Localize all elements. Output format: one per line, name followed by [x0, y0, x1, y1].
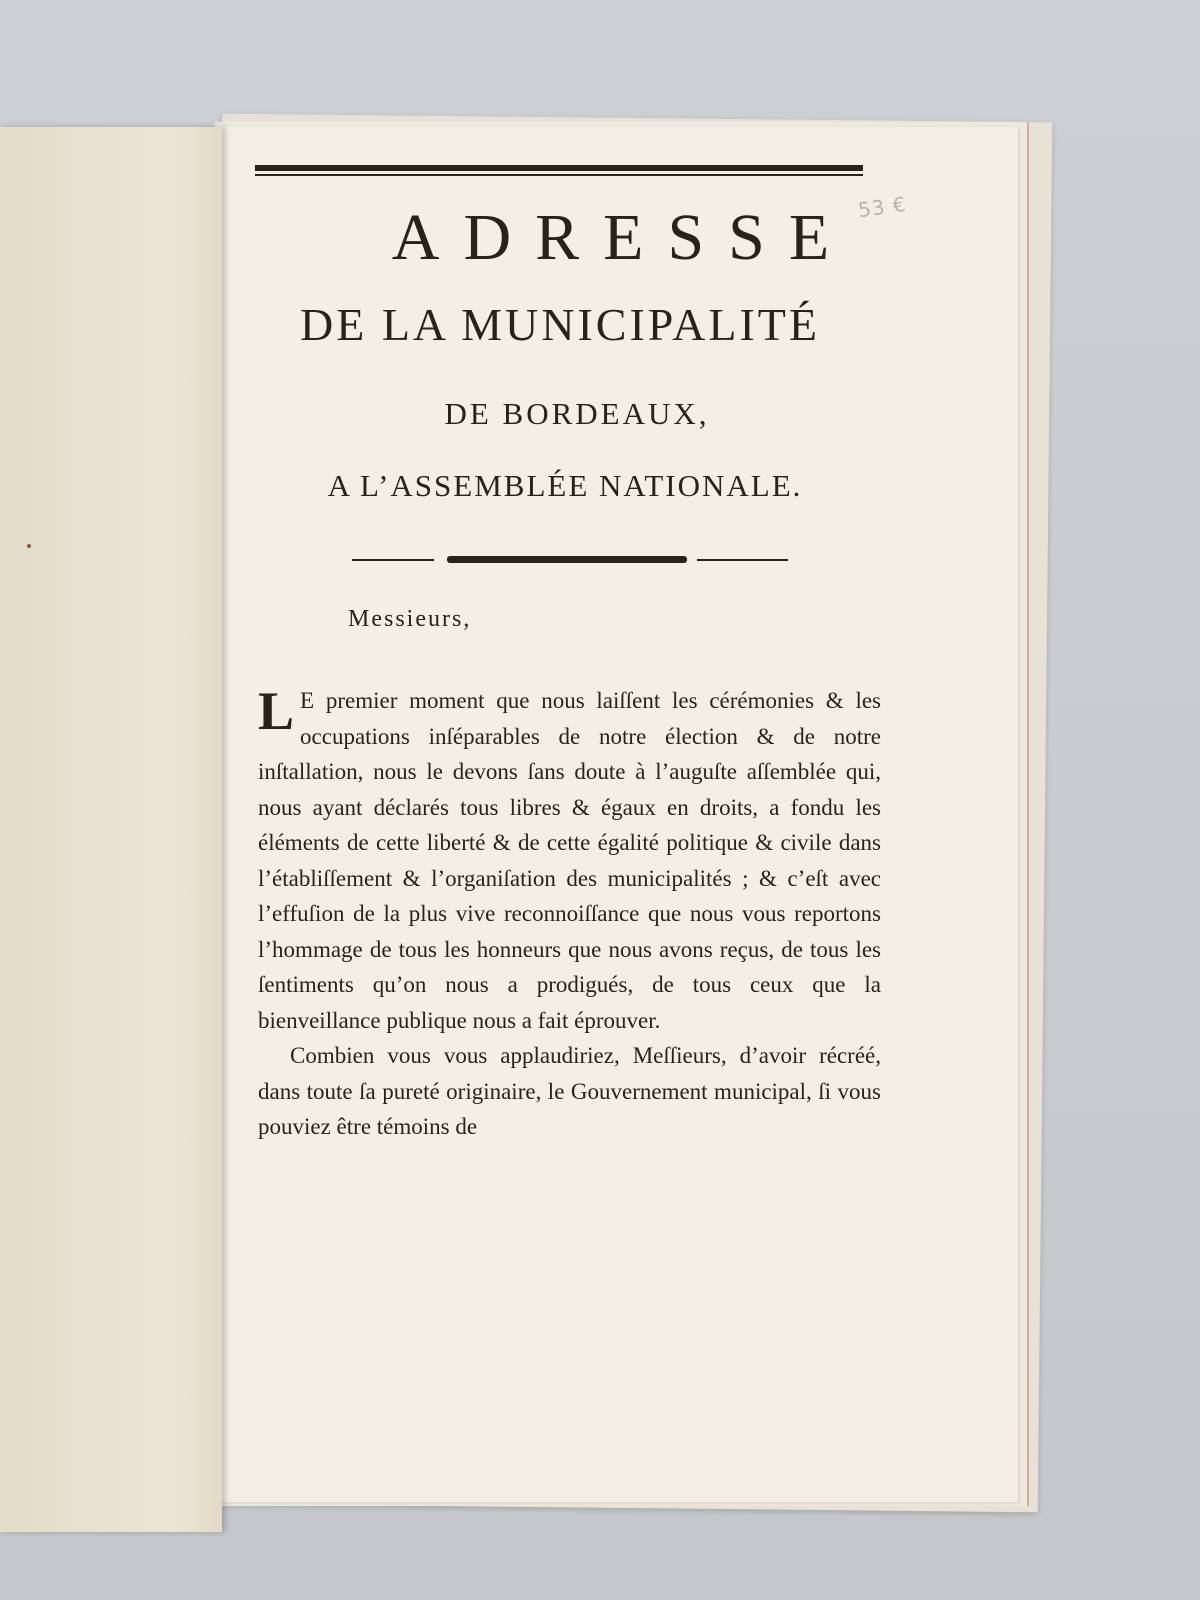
- ornamental-rule-left: [352, 559, 434, 561]
- price-note: 53 €: [856, 191, 908, 223]
- subtitle-municipalite: DE LA MUNICIPALITÉ: [300, 299, 820, 350]
- paragraph-2: Combien vous vous applaudiriez, Meſſieurs, d’avoir récréé, dans toute ſa pureté originaire, le Gouvernement municipal, ſi vous pouviez être témoins de: [258, 1043, 881, 1139]
- subtitle-bordeaux: DE BORDEAUX,: [444, 396, 710, 431]
- document-title: ADRESSE: [391, 201, 854, 274]
- salutation: Messieurs,: [348, 606, 472, 632]
- drop-cap: L: [258, 681, 295, 741]
- subtitle-assemblee: A L’ASSEMBLÉE NATIONALE.: [327, 468, 803, 503]
- paragraph-1-text: E premier moment que nous laiſſent les cérémonies & les occupations inſéparables de notre élection & de notre inſtallation, nous le devons ſans doute à l’auguſte aſſemblée qui, nous ayant déclarés tous libres & égaux en droits, a fondu les éléments de cette liberté & de cette égalité politique & civile dans l’établiſſement & l’organiſation des municipalités ; & c’eſt avec l’effuſion de la plus vive reconnoiſſance que nous vous reportons l’hommage de tous les honneurs que nous avons reçus, de tous les ſentiments qu’on nous a prodigués, de tous ceux que la bienveillance publique nous a fait éprouver.: [258, 688, 881, 1033]
- ornamental-rule-right: [697, 559, 788, 561]
- ornamental-rule-center: [447, 556, 687, 563]
- top-rule: [255, 165, 863, 177]
- ornamental-rule: [352, 556, 788, 564]
- foxing-spot: [27, 544, 31, 548]
- paragraph-1: [258, 683, 881, 1038]
- body-text: [258, 683, 881, 1145]
- top-rule-thick: [255, 165, 863, 171]
- top-rule-thin: [255, 174, 863, 176]
- cover-flap: [0, 127, 222, 1532]
